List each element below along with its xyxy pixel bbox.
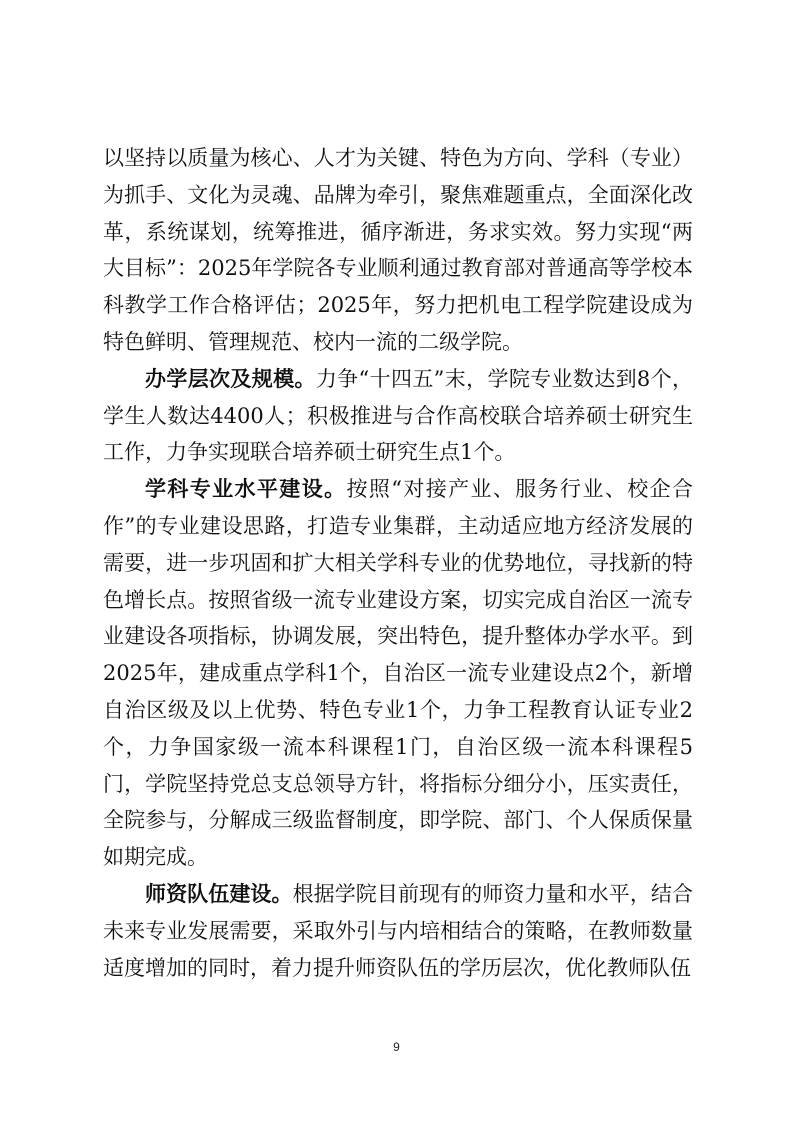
paragraph-heading: 办学层次及规模。 bbox=[145, 366, 316, 391]
paragraph-heading: 学科专业水平建设。 bbox=[145, 477, 347, 502]
paragraph-faculty bbox=[103, 876, 693, 986]
paragraph-text: 以坚持以质量为核心、人才为关键、特色为方向、学科（专业）为抓手、文化为灵魂、品牌为牵引，聚焦难题重点，全面深化改革，系统谋划，统筹推进，循序渐进，务求实效。努力实现“两大目标”：2025年学院各专业顺利通过教育部对普通高等学校本科教学工作合格评估；2025年，努力把机电工程学院建设成为特色鲜明、管理规范、校内一流的二级学院。 bbox=[103, 146, 693, 354]
paragraph-scale bbox=[103, 361, 693, 471]
paragraph-text: 按照“对接产业、服务行业、校企合作”的专业建设思路，打造专业集群，主动适应地方经济发展的需要，进一步巩固和扩大相关学科专业的优势地位，寻找新的特色增长点。按照省级一流专业建设方案，切实完成自治区一流专业建设各项指标，协调发展，突出特色，提升整体办学水平。到2025年，建成重点学科1个，自治区一流专业建设点2个，新增自治区级及以上优势、特色专业1个，力争工程教育认证专业2个，力争国家级一流本科课程1门，自治区级一流本科课程5门，学院坚持党总支总领导方针，将指标分细分小，压实责任，全院参与，分解成三级监督制度，即学院、部门、个人保质保量如期完成。 bbox=[103, 477, 693, 870]
paragraph-goals bbox=[103, 140, 693, 361]
paragraph-discipline bbox=[103, 471, 693, 876]
paragraph-text: 力争“十四五”末，学院专业数达到8个，学生人数达4400人；积极推进与合作高校联合培养硕士研究生工作，力争实现联合培养硕士研究生点1个。 bbox=[103, 366, 693, 465]
document-body bbox=[103, 140, 693, 986]
paragraph-heading: 师资队伍建设。 bbox=[145, 881, 293, 906]
paragraph-text: 根据学院目前现有的师资力量和水平，结合未来专业发展需要，采取外引与内培相结合的策略，在教师数量适度增加的同时，着力提升师资队伍的学历层次，优化教师队伍 bbox=[103, 881, 694, 980]
page-number: 9 bbox=[393, 1040, 400, 1054]
